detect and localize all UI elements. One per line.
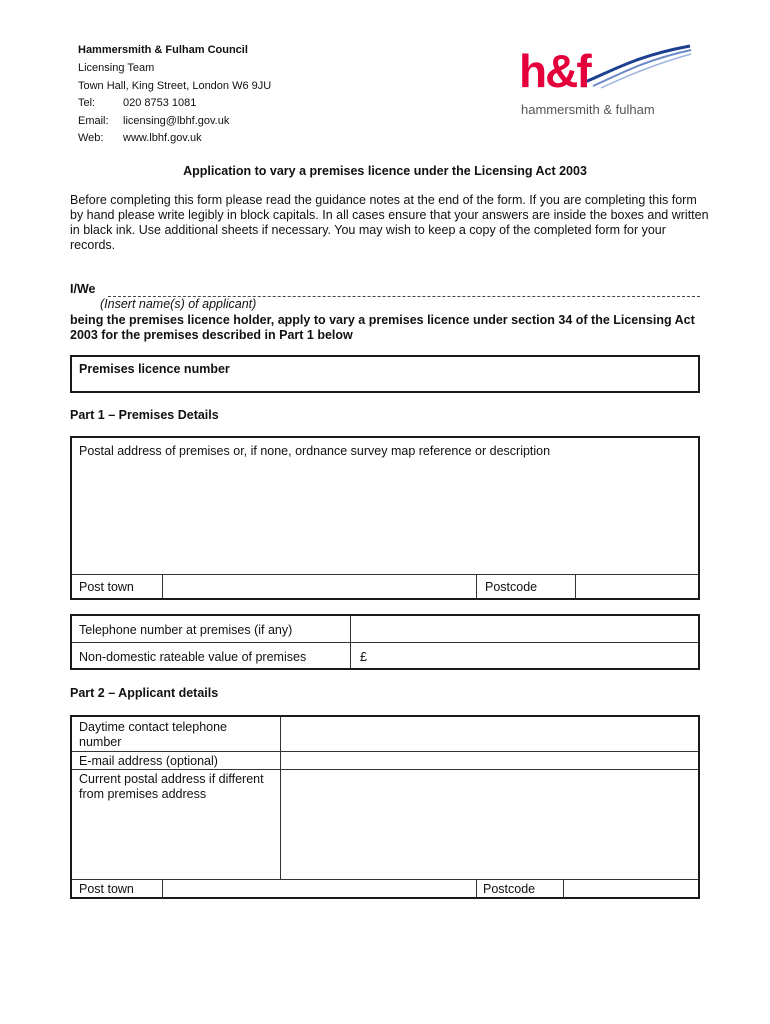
postcode-label: Postcode — [485, 580, 538, 594]
logo-text: hammersmith & fulham — [521, 102, 655, 117]
applicant-details-box — [70, 715, 700, 899]
council-address: Town Hall, King Street, London W6 9JU — [78, 80, 272, 92]
daytime-label: Daytime contact telephone number — [79, 720, 228, 749]
rateable-field[interactable] — [372, 643, 698, 668]
web-row — [78, 132, 202, 144]
council-logo — [515, 42, 695, 122]
currency-symbol: £ — [360, 650, 367, 664]
licence-number-field[interactable] — [70, 355, 700, 393]
premises-address-box — [70, 436, 700, 600]
rateable-label: Non-domestic rateable value of premises — [79, 650, 307, 664]
telephone-label: Telephone number at premises (if any) — [79, 623, 293, 637]
licence-number-label: Premises licence number — [79, 362, 230, 376]
applicant-hint: (Insert name(s) of applicant) — [100, 297, 257, 311]
post-town-field[interactable] — [163, 575, 476, 598]
divider — [476, 879, 477, 897]
applicant-statement: being the premises licence holder, apply to vary a premises licence under section 34 of the Licensing Act 2003 for the premises described in Part 1 below — [70, 313, 695, 342]
telephone-field[interactable] — [351, 616, 698, 642]
page-title: Application to vary a premises licence under the Licensing Act 2003 — [183, 164, 587, 178]
post-town-label: Post town — [79, 882, 134, 896]
postcode-field[interactable] — [576, 575, 698, 598]
post-town-label: Post town — [79, 580, 134, 594]
part1-heading: Part 1 – Premises Details — [70, 408, 219, 422]
postcode-field[interactable] — [564, 880, 698, 897]
applicant-prefix: I/We — [70, 282, 96, 296]
tel-value: 020 8753 1081 — [123, 97, 197, 109]
email-label: Email: — [78, 115, 109, 127]
postal-address-label: Current postal address if different from premises address — [79, 772, 264, 801]
post-town-field[interactable] — [163, 880, 476, 897]
daytime-field[interactable] — [281, 717, 698, 751]
postal-address-field[interactable] — [281, 770, 698, 879]
intro-text: Before completing this form please read the guidance notes at the end of the form. If you are completing this form by hand please write legibly in block capitals. In all cases ensure that your answers are inside the boxes and written in black ink. Use additional sheets if necessary. You may wish to keep a copy of the completed form for your records. — [70, 193, 709, 252]
tel-label: Tel: — [78, 97, 96, 109]
part2-heading: Part 2 – Applicant details — [70, 686, 219, 700]
premises-address-label: Postal address of premises or, if none, ordnance survey map reference or description — [79, 444, 551, 458]
email-label: E-mail address (optional) — [79, 754, 218, 768]
email-row — [78, 115, 229, 127]
divider — [476, 574, 477, 598]
email-field[interactable] — [281, 752, 698, 769]
council-name: Hammersmith & Fulham Council — [78, 44, 248, 56]
premises-extra-box — [70, 614, 700, 670]
web-label: Web: — [78, 132, 104, 144]
email-value[interactable]: licensing@lbhf.gov.uk — [123, 115, 230, 127]
web-value[interactable]: www.lbhf.gov.uk — [123, 132, 202, 144]
postcode-label: Postcode — [483, 882, 536, 896]
premises-address-field[interactable] — [72, 456, 698, 574]
team-name: Licensing Team — [78, 62, 155, 74]
logo-mark: h&f — [519, 45, 590, 97]
tel-row — [78, 97, 196, 109]
